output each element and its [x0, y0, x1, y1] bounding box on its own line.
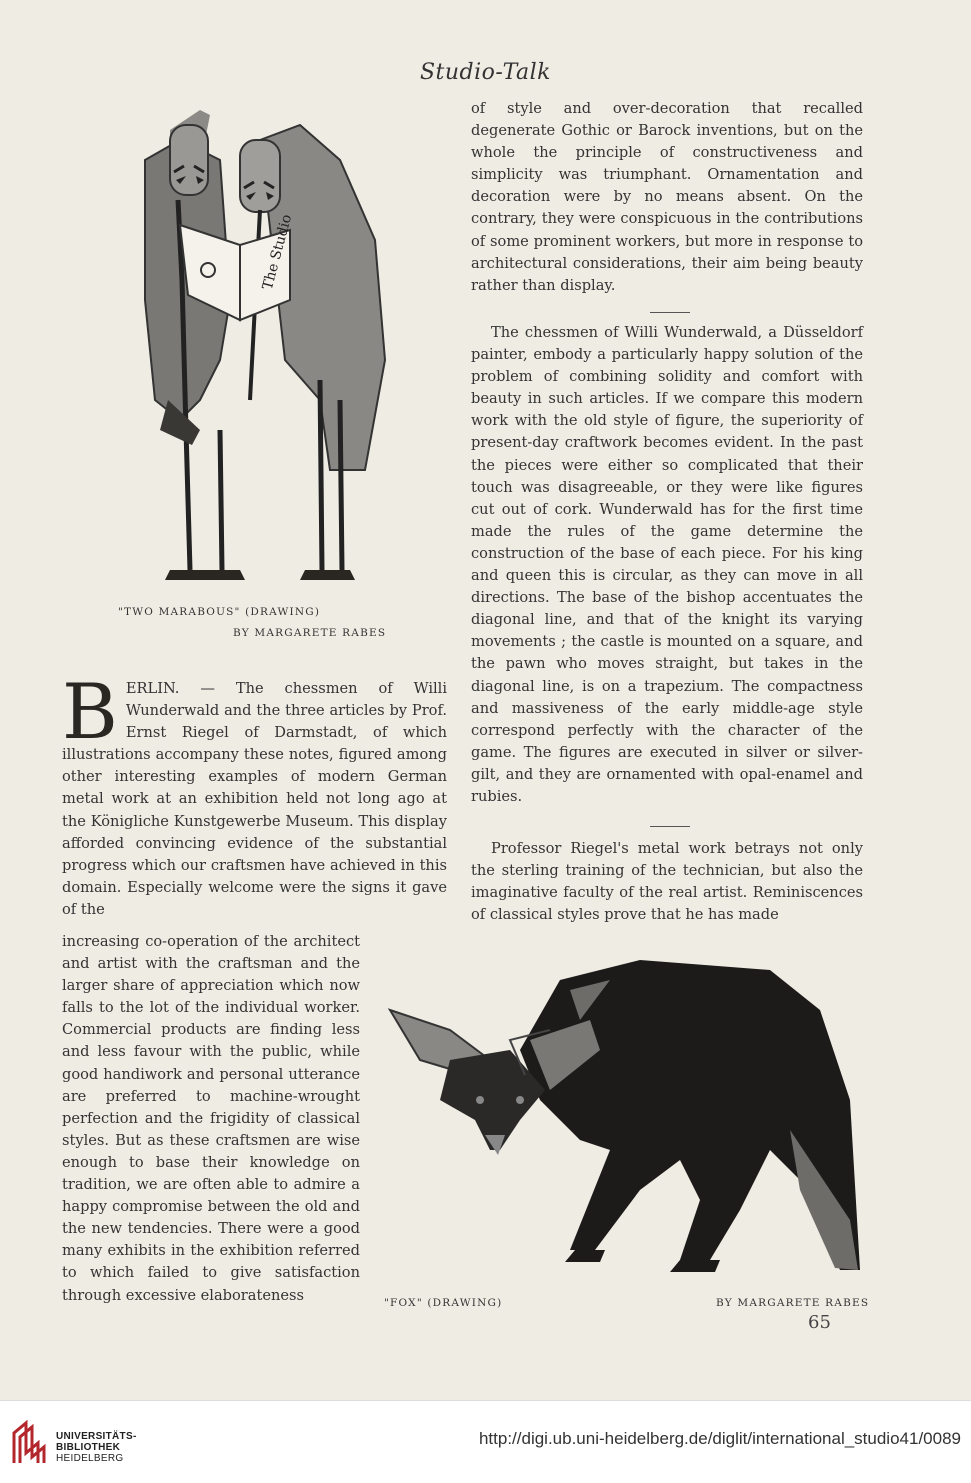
right-para-2: The chessmen of Willi Wunderwald, a Düsseldorf painter, embody a particularly happy solution of the problem of combining solidity and comfort with beauty in such articles. If we compare this modern work with the old style of figure, the superiority of present-day craftwork becomes evident. In the past the pieces were either so complicated that their touch was disagreeable, or they were like figures cut out of cork. Wunderwald has for the first time made the rules of the game determine the construction of the base of each piece. For his king and queen this is circular, as they can move in all directions. The base of the bishop accentuates the diagonal line, and that of the knight its varying movements ; the castle is mounted on a square, and the pawn who moves straight, but takes in the diagonal line, is on a trapezium. The compactness and massiveness of the early middle-age style correspond perfectly with the character of the game. The figures are executed in silver or silver-gilt, and they are ornamented with opal-enamel and rubies. — [471, 324, 863, 805]
right-para-1: of style and over-decoration that recalled degenerate Gothic or Barock inventions, but on the whole the principle of constructiveness and simplicity was triumphant. Ornamentation and decoration were by no means absent. On the contrary, they were conspicuous in the contributions of some prominent workers, but more in response to architectural considerations, their aim being beauty rather than display. — [471, 100, 863, 294]
fox-caption-title: "FOX" (DRAWING) — [384, 1297, 503, 1309]
library-name: UNIVERSITÄTS- BIBLIOTHEK HEIDELBERG — [56, 1431, 137, 1464]
marabou-right — [240, 125, 385, 580]
digitization-footer — [0, 1400, 971, 1483]
marabou-left — [145, 110, 245, 580]
library-logo-icon — [10, 1419, 48, 1467]
book-title: The Studio — [259, 212, 296, 292]
right-para-3: Professor Riegel's metal work betrays not only the sterling training of the technician, but also the imaginative faculty of the real artist. Reminiscences of classical styles prove that he has made — [471, 840, 863, 924]
marabous-caption-artist: BY MARGARETE RABES — [233, 627, 387, 639]
drop-cap: B — [62, 667, 118, 756]
running-title: Studio-Talk — [419, 60, 552, 85]
fox-illustration — [380, 950, 880, 1290]
marabous-caption-title: "TWO MARABOUS" (DRAWING) — [118, 606, 321, 618]
left-para-intro — [62, 667, 447, 921]
two-marabous-illustration — [110, 100, 410, 600]
intro-text: ERLIN. — The chessmen of Willi Wunderwald and the three articles by Prof. Ernst Riegel of Darmstadt, of which illustrations accompany these notes, figured among other interesting examples of modern German metal work at an exhibition held not long ago at the Königliche Kunstgewerbe Museum. This display afforded convincing evidence of the substantial progress which our craftsmen have achieved in this domain. Especially welcome were the signs it gave of the — [62, 680, 447, 918]
section-rule-1 — [650, 312, 690, 313]
left-para-continued: increasing co-operation of the architect and artist with the craftsman and the larger share of appreciation which now falls to the lot of the individual worker. Commercial products are finding less and less favour with the public, while good handiwork and personal utterance are preferred to machine-wrought perfection and the frigidity of classical styles. But as these craftsmen are wise enough to base their knowledge on tradition, we are often able to admire a happy compromise between the old and the new tendencies. There were a good many exhibits in the exhibition referred to which failed to give satisfaction through excessive elaborateness — [62, 933, 360, 1304]
section-rule-2 — [650, 826, 690, 827]
source-url-link[interactable]: http://digi.ub.uni-heidelberg.de/diglit/international_studio41/0089 — [478, 1429, 961, 1448]
page-number: 65 — [808, 1312, 831, 1333]
fox-caption-artist: BY MARGARETE RABES — [716, 1297, 870, 1309]
